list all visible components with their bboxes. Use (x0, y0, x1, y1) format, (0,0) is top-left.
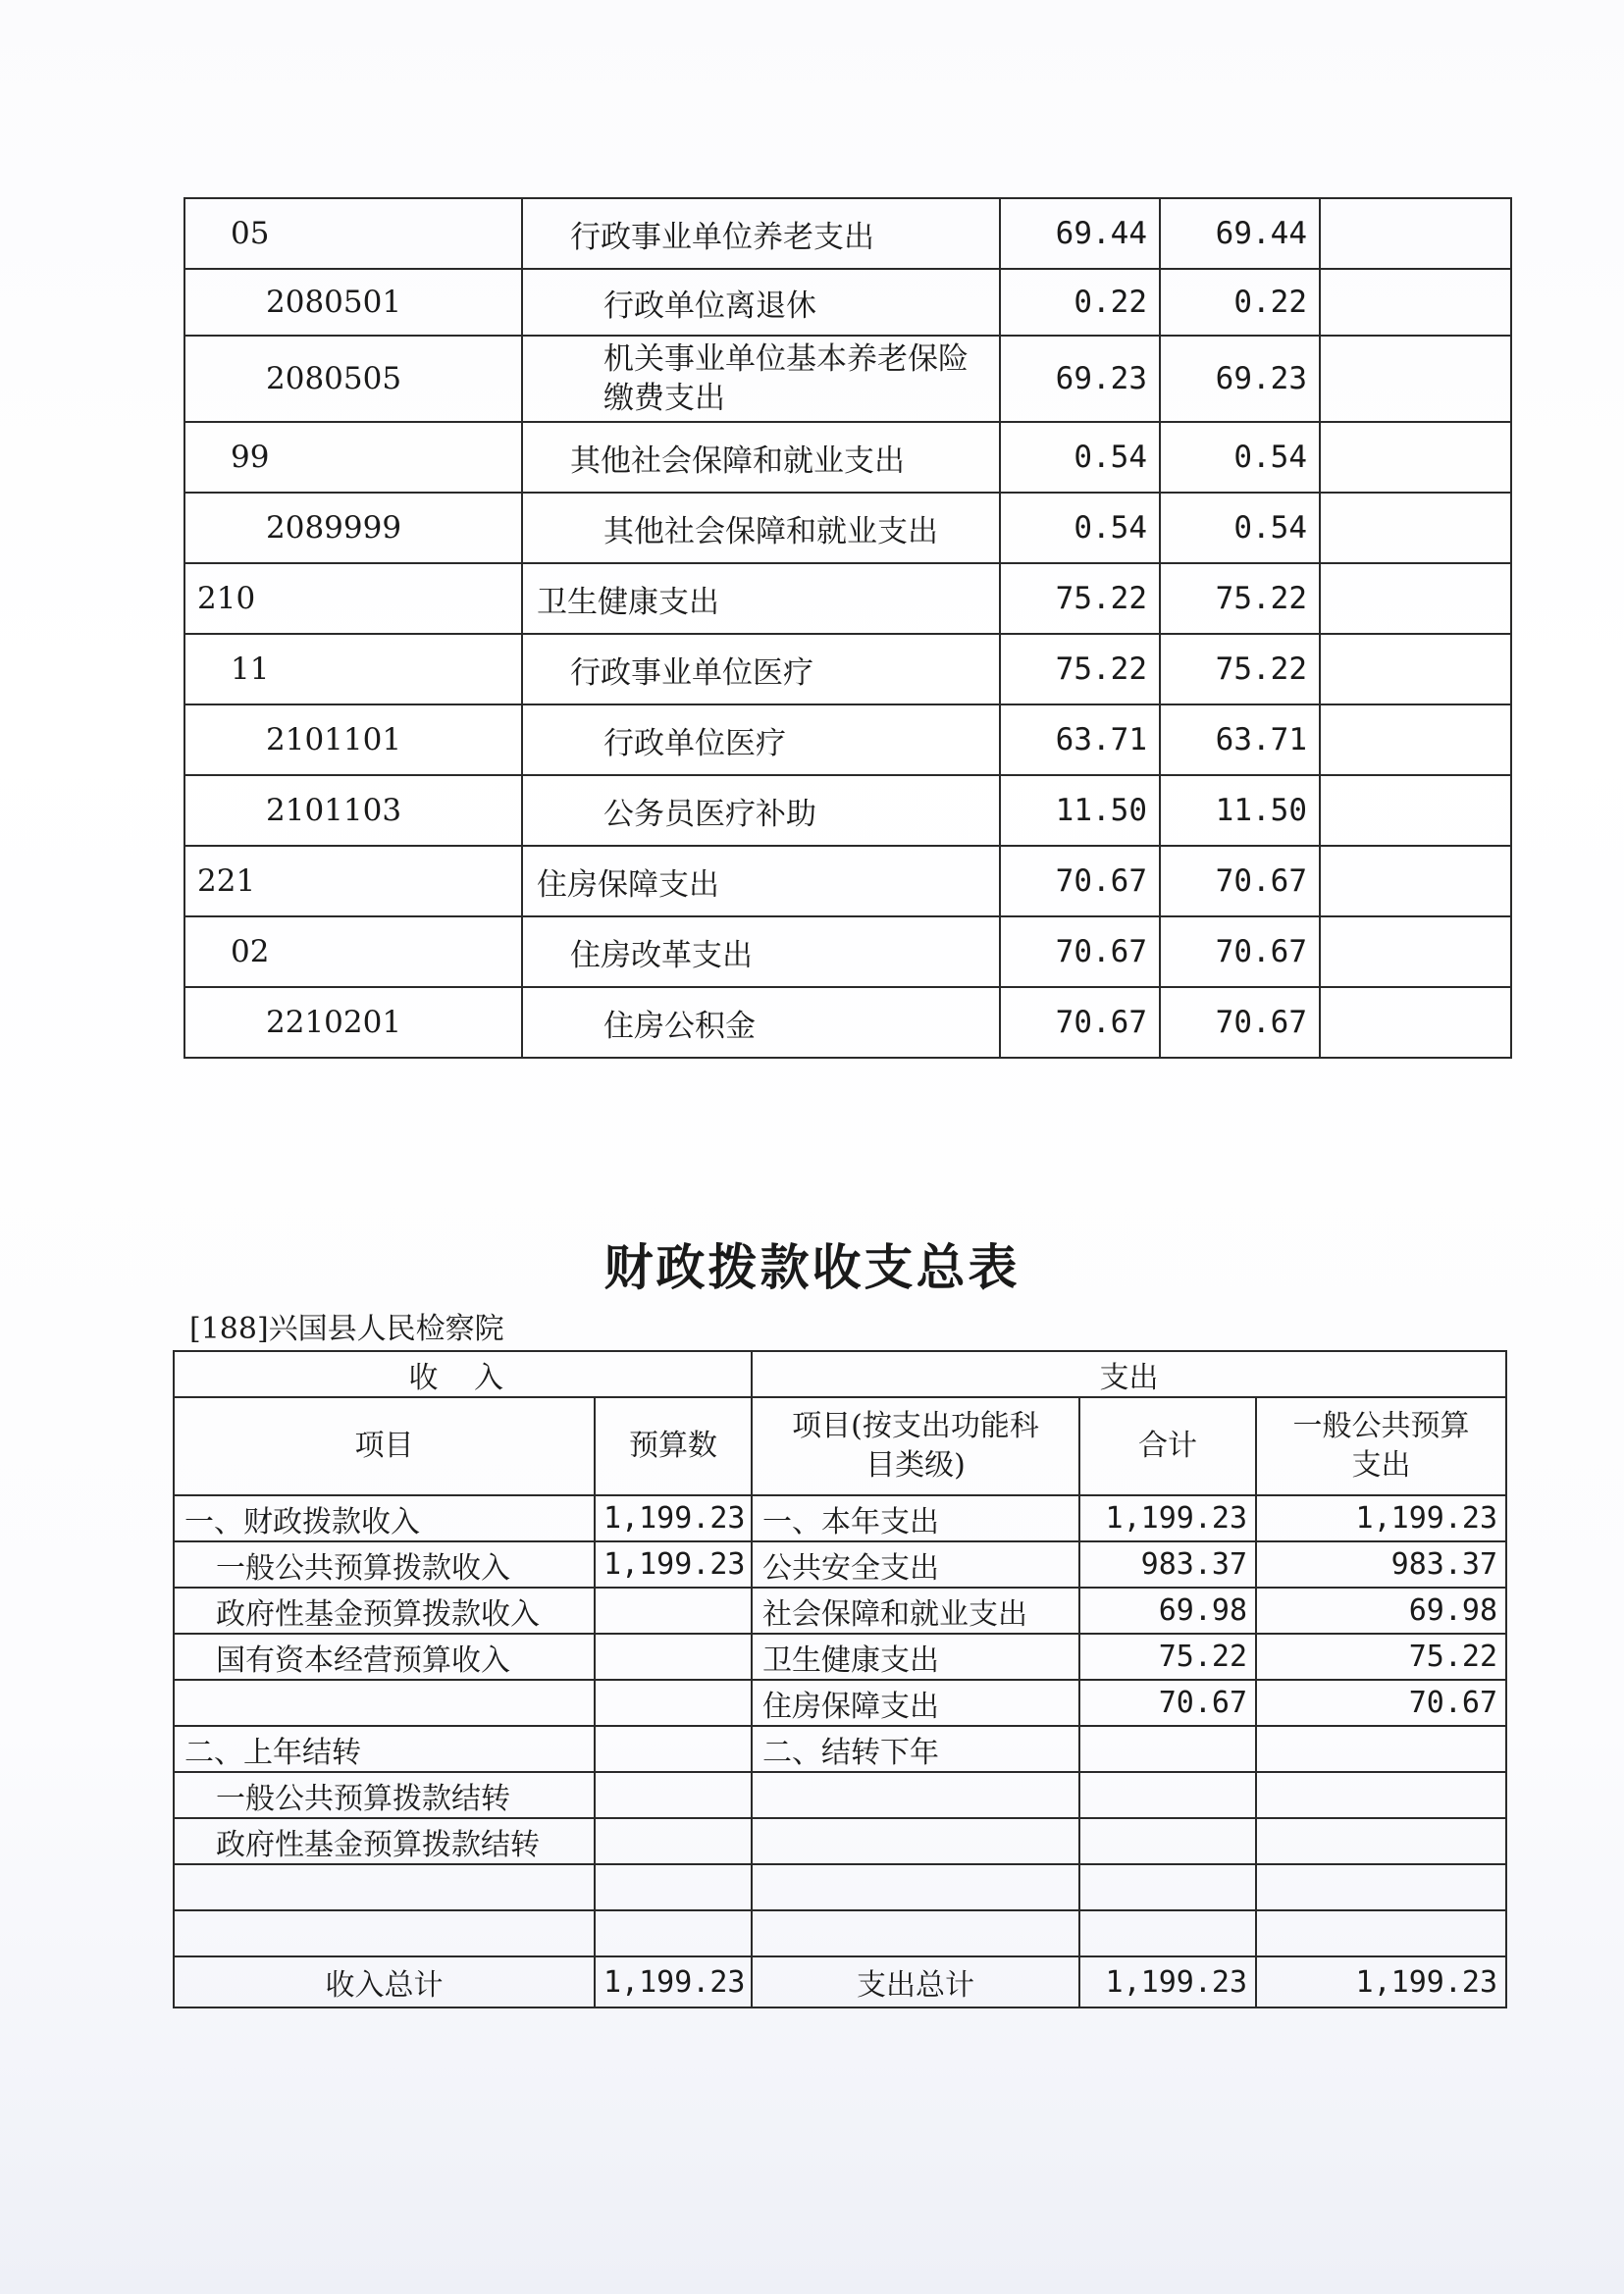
account-name-cell: 行政事业单位养老支出 (522, 198, 1000, 269)
income-amount-cell (595, 1680, 752, 1726)
income-amount-cell: 1,199.23 (595, 1541, 752, 1588)
expense-total-cell: 69.98 (1079, 1588, 1256, 1634)
account-name-cell: 住房公积金 (522, 987, 1000, 1058)
expense-total-label: 支出总计 (752, 1956, 1079, 2007)
amount-basic-cell: 69.44 (1160, 198, 1320, 269)
amount-project-cell (1320, 987, 1511, 1058)
amount-total-cell: 75.22 (1000, 634, 1160, 704)
income-item-cell (174, 1910, 595, 1956)
account-code-cell: 2101101 (184, 704, 522, 775)
amount-basic-cell: 70.67 (1160, 987, 1320, 1058)
expense-item-cell: 卫生健康支出 (752, 1634, 1079, 1680)
expense-general-cell (1256, 1864, 1506, 1910)
account-name-cell: 卫生健康支出 (522, 563, 1000, 634)
amount-project-cell (1320, 916, 1511, 987)
income-item-cell: 二、上年结转 (174, 1726, 595, 1772)
amount-basic-cell: 70.67 (1160, 846, 1320, 916)
expense-item-cell: 公共安全支出 (752, 1541, 1079, 1588)
expenditure-detail-table (183, 197, 1512, 1059)
amount-project-cell (1320, 846, 1511, 916)
expense-general-cell (1256, 1818, 1506, 1864)
expense-item-cell (752, 1864, 1079, 1910)
amount-basic-cell: 75.22 (1160, 563, 1320, 634)
income-amount-cell (595, 1818, 752, 1864)
account-code-cell: 210 (184, 563, 522, 634)
table-row (174, 1772, 1506, 1818)
income-amount-cell (595, 1772, 752, 1818)
organization-label: [188]兴国县人民检察院 (189, 1312, 504, 1346)
table-row (184, 775, 1511, 846)
account-name-cell: 行政单位医疗 (522, 704, 1000, 775)
total-row (174, 1956, 1506, 2007)
expense-item-cell: 社会保障和就业支出 (752, 1588, 1079, 1634)
expense-total-cell: 70.67 (1079, 1680, 1256, 1726)
col-header-expense-item: 项目(按支出功能科目类级) (752, 1397, 1079, 1495)
table-row (184, 563, 1511, 634)
amount-total-cell: 75.22 (1000, 563, 1160, 634)
amount-total-cell: 0.22 (1000, 269, 1160, 336)
account-name-cell: 行政单位离退休 (522, 269, 1000, 336)
expenditure-detail-body (184, 198, 1511, 1058)
income-total-amount: 1,199.23 (595, 1956, 752, 2007)
income-amount-cell (595, 1588, 752, 1634)
table-row (184, 493, 1511, 563)
group-header-row (174, 1351, 1506, 1397)
account-name-cell: 公务员医疗补助 (522, 775, 1000, 846)
amount-basic-cell: 69.23 (1160, 336, 1320, 422)
amount-project-cell (1320, 634, 1511, 704)
account-code-cell: 2089999 (184, 493, 522, 563)
col-header-budget: 预算数 (595, 1397, 752, 1495)
amount-total-cell: 11.50 (1000, 775, 1160, 846)
table-row (174, 1818, 1506, 1864)
expense-total-amount: 1,199.23 (1079, 1956, 1256, 2007)
table-row (184, 336, 1511, 422)
expense-header: 支出 (752, 1351, 1506, 1397)
table-row (174, 1726, 1506, 1772)
expense-general-total: 1,199.23 (1256, 1956, 1506, 2007)
amount-basic-cell: 11.50 (1160, 775, 1320, 846)
expense-item-cell: 住房保障支出 (752, 1680, 1079, 1726)
account-code-cell: 99 (184, 422, 522, 493)
income-amount-cell (595, 1726, 752, 1772)
expense-item-cell (752, 1910, 1079, 1956)
expense-total-cell: 75.22 (1079, 1634, 1256, 1680)
amount-total-cell: 0.54 (1000, 493, 1160, 563)
income-item-cell (174, 1864, 595, 1910)
income-amount-cell: 1,199.23 (595, 1495, 752, 1541)
amount-basic-cell: 0.22 (1160, 269, 1320, 336)
income-header: 收 入 (174, 1351, 752, 1397)
table-row (174, 1680, 1506, 1726)
account-code-cell: 05 (184, 198, 522, 269)
income-item-cell: 政府性基金预算拨款收入 (174, 1588, 595, 1634)
expense-total-cell (1079, 1910, 1256, 1956)
account-name-cell: 住房保障支出 (522, 846, 1000, 916)
table-row (174, 1588, 1506, 1634)
account-code-cell: 2080505 (184, 336, 522, 422)
table-row (184, 987, 1511, 1058)
expense-general-cell: 1,199.23 (1256, 1495, 1506, 1541)
income-item-cell: 一、财政拨款收入 (174, 1495, 595, 1541)
amount-project-cell (1320, 422, 1511, 493)
amount-project-cell (1320, 336, 1511, 422)
amount-total-cell: 0.54 (1000, 422, 1160, 493)
expense-item-cell (752, 1772, 1079, 1818)
expense-total-cell (1079, 1864, 1256, 1910)
table-row (184, 269, 1511, 336)
income-total-label: 收入总计 (174, 1956, 595, 2007)
amount-basic-cell: 70.67 (1160, 916, 1320, 987)
income-amount-cell (595, 1864, 752, 1910)
amount-total-cell: 70.67 (1000, 987, 1160, 1058)
expense-general-cell (1256, 1772, 1506, 1818)
column-header-row (174, 1397, 1506, 1495)
expense-total-cell: 983.37 (1079, 1541, 1256, 1588)
income-item-cell: 国有资本经营预算收入 (174, 1634, 595, 1680)
amount-total-cell: 70.67 (1000, 916, 1160, 987)
table-row (174, 1495, 1506, 1541)
col-header-total: 合计 (1079, 1397, 1256, 1495)
account-name-cell: 行政事业单位医疗 (522, 634, 1000, 704)
amount-basic-cell: 0.54 (1160, 422, 1320, 493)
account-code-cell: 11 (184, 634, 522, 704)
table-row (184, 634, 1511, 704)
amount-project-cell (1320, 704, 1511, 775)
account-name-cell: 机关事业单位基本养老保险缴费支出 (522, 336, 1000, 422)
table-row (174, 1910, 1506, 1956)
amount-total-cell: 69.44 (1000, 198, 1160, 269)
expense-general-cell: 75.22 (1256, 1634, 1506, 1680)
fiscal-summary-body (174, 1351, 1506, 2007)
amount-project-cell (1320, 775, 1511, 846)
amount-project-cell (1320, 198, 1511, 269)
table-row (184, 422, 1511, 493)
amount-basic-cell: 75.22 (1160, 634, 1320, 704)
account-name-cell: 其他社会保障和就业支出 (522, 422, 1000, 493)
account-name-cell: 住房改革支出 (522, 916, 1000, 987)
income-amount-cell (595, 1910, 752, 1956)
fiscal-summary-table (173, 1350, 1507, 2008)
account-name-cell: 其他社会保障和就业支出 (522, 493, 1000, 563)
income-item-cell: 政府性基金预算拨款结转 (174, 1818, 595, 1864)
expense-item-cell: 二、结转下年 (752, 1726, 1079, 1772)
account-code-cell: 2101103 (184, 775, 522, 846)
amount-basic-cell: 63.71 (1160, 704, 1320, 775)
table-row (184, 846, 1511, 916)
amount-total-cell: 69.23 (1000, 336, 1160, 422)
amount-project-cell (1320, 563, 1511, 634)
account-code-cell: 2080501 (184, 269, 522, 336)
account-code-cell: 221 (184, 846, 522, 916)
income-item-cell (174, 1680, 595, 1726)
amount-project-cell (1320, 269, 1511, 336)
table-row (184, 198, 1511, 269)
amount-total-cell: 70.67 (1000, 846, 1160, 916)
account-code-cell: 02 (184, 916, 522, 987)
expense-general-cell: 69.98 (1256, 1588, 1506, 1634)
expense-general-cell (1256, 1910, 1506, 1956)
expense-general-cell (1256, 1726, 1506, 1772)
expense-total-cell (1079, 1818, 1256, 1864)
expense-general-cell: 70.67 (1256, 1680, 1506, 1726)
col-header-general-budget: 一般公共预算支出 (1256, 1397, 1506, 1495)
amount-project-cell (1320, 493, 1511, 563)
col-header-item: 项目 (174, 1397, 595, 1495)
expense-item-cell: 一、本年支出 (752, 1495, 1079, 1541)
table-row (184, 704, 1511, 775)
income-item-cell: 一般公共预算拨款结转 (174, 1772, 595, 1818)
expense-general-cell: 983.37 (1256, 1541, 1506, 1588)
page-title: 财政拨款收支总表 (603, 1239, 1021, 1296)
account-code-cell: 2210201 (184, 987, 522, 1058)
expense-total-cell: 1,199.23 (1079, 1495, 1256, 1541)
table-row (174, 1541, 1506, 1588)
income-item-cell: 一般公共预算拨款收入 (174, 1541, 595, 1588)
amount-total-cell: 63.71 (1000, 704, 1160, 775)
table-row (174, 1634, 1506, 1680)
amount-basic-cell: 0.54 (1160, 493, 1320, 563)
expense-total-cell (1079, 1772, 1256, 1818)
expense-total-cell (1079, 1726, 1256, 1772)
expense-item-cell (752, 1818, 1079, 1864)
table-row (184, 916, 1511, 987)
table-row (174, 1864, 1506, 1910)
income-amount-cell (595, 1634, 752, 1680)
